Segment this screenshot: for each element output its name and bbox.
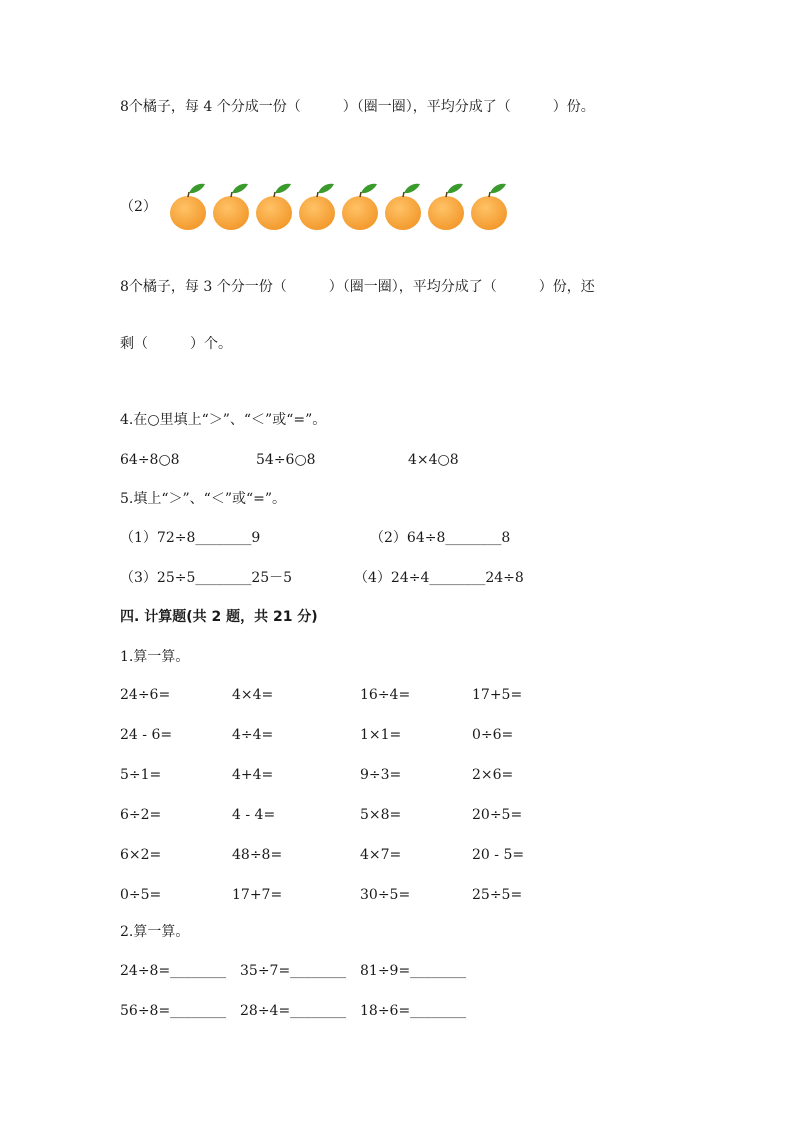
q1-problem: 6×2= <box>120 847 162 863</box>
q1-problem: 4 - 4= <box>232 807 276 823</box>
q2-problem: 56÷8=________ <box>120 1003 227 1019</box>
orange-icon <box>427 180 465 232</box>
q1-problem: 6÷2= <box>120 807 162 823</box>
q4-item-2: 54÷6○8 <box>256 452 316 468</box>
q1-problem: 30÷5= <box>360 887 411 903</box>
q3-part2-label: （2） <box>120 199 157 215</box>
q1-problem: 17+5= <box>472 687 523 703</box>
section4-q1-title: 1.算一算。 <box>120 649 190 665</box>
orange-icon <box>298 180 336 232</box>
q3-part2-text-line2: 剩（ ）个。 <box>120 336 232 352</box>
q1-problem: 0÷5= <box>120 887 162 903</box>
q1-problem: 20÷5= <box>472 807 523 823</box>
q5-item-2: （2）64÷8________8 <box>370 530 511 546</box>
q4-item-3: 4×4○8 <box>408 452 459 468</box>
q1-problem: 25÷5= <box>472 887 523 903</box>
q1-problem: 48÷8= <box>232 847 283 863</box>
q3-part2-text-line1: 8个橘子，每 3 个分一份（ ）（圈一圈），平均分成了（ ）份，还 <box>120 279 595 295</box>
q2-problem: 24÷8=________ <box>120 963 227 979</box>
q1-problem: 1×1= <box>360 727 402 743</box>
q1-problem: 16÷4= <box>360 687 411 703</box>
q2-problem: 35÷7=________ <box>240 963 347 979</box>
q4-title: 4.在○里填上“＞”、“＜”或“=”。 <box>120 412 327 428</box>
q5-item-4: （4）24÷4________24÷8 <box>354 570 524 586</box>
section4-heading: 四. 计算题(共 2 题，共 21 分) <box>120 609 318 625</box>
q1-problem: 4×4= <box>232 687 274 703</box>
q5-item-3: （3）25÷5________25－5 <box>120 570 293 586</box>
orange-icon <box>255 180 293 232</box>
q4-item-1: 64÷8○8 <box>120 452 180 468</box>
q1-problem: 4÷4= <box>232 727 274 743</box>
q1-problem: 9÷3= <box>360 767 402 783</box>
q1-problem: 2×6= <box>472 767 514 783</box>
orange-icon <box>470 180 508 232</box>
q1-problem: 5÷1= <box>120 767 162 783</box>
oranges-row <box>120 180 513 232</box>
q1-problem: 17+7= <box>232 887 283 903</box>
q3-part1-text: 8个橘子，每 4 个分成一份（ ）（圈一圈），平均分成了（ ）份。 <box>120 99 595 115</box>
q1-problem: 24 - 6= <box>120 727 173 743</box>
q1-problem: 24÷6= <box>120 687 171 703</box>
section4-q2-title: 2.算一算。 <box>120 924 190 940</box>
orange-icon <box>341 180 379 232</box>
q2-problem: 81÷9=________ <box>360 963 467 979</box>
q2-problem: 28÷4=________ <box>240 1003 347 1019</box>
q5-item-1: （1）72÷8________9 <box>120 530 261 546</box>
q1-problem: 0÷6= <box>472 727 514 743</box>
q1-problem: 20 - 5= <box>472 847 525 863</box>
orange-icon <box>169 180 207 232</box>
q2-problem: 18÷6=________ <box>360 1003 467 1019</box>
orange-icon <box>212 180 250 232</box>
q1-problem: 5×8= <box>360 807 402 823</box>
orange-group <box>169 180 513 232</box>
q1-problem: 4×7= <box>360 847 402 863</box>
orange-icon <box>384 180 422 232</box>
q5-title: 5.填上“＞”、“＜”或“=”。 <box>120 491 287 507</box>
q1-problem: 4+4= <box>232 767 274 783</box>
